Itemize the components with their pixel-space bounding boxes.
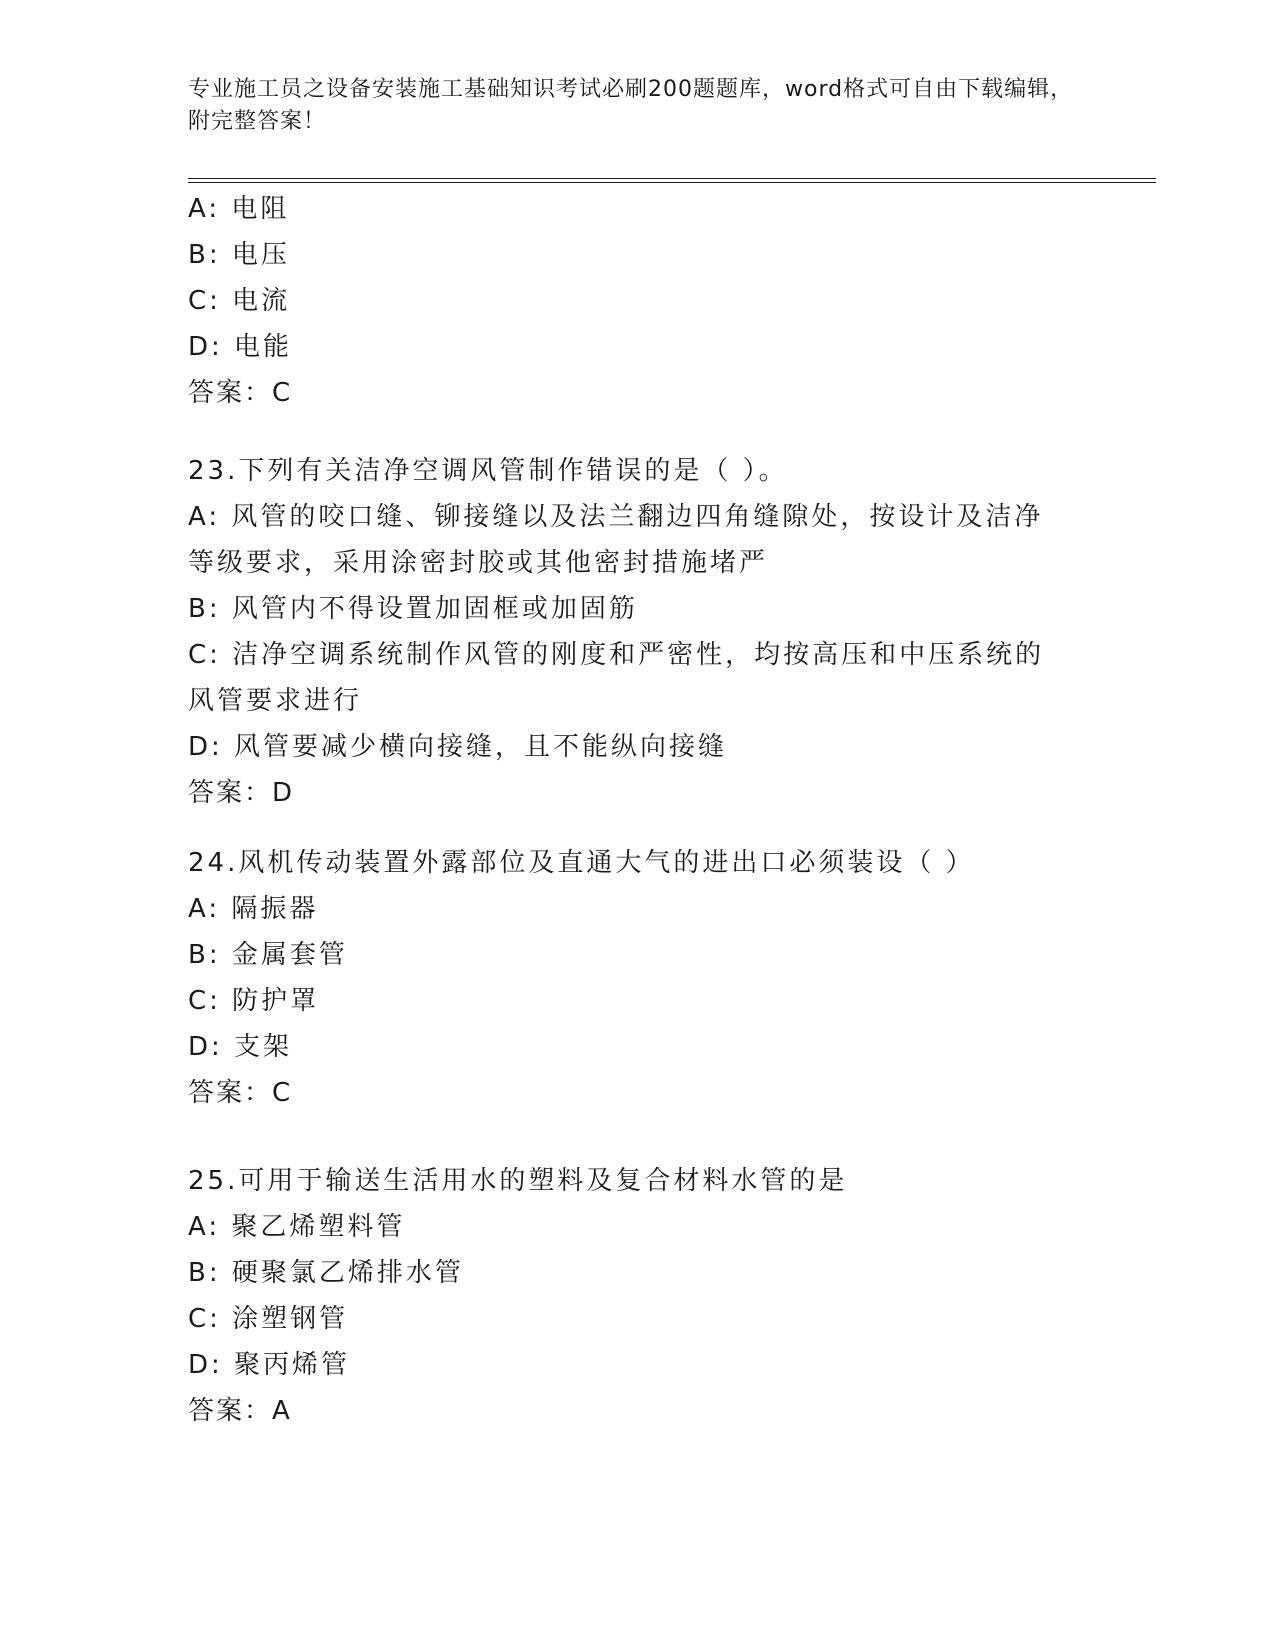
answer-line: 答案：C	[188, 1078, 293, 1108]
continued-question	[188, 186, 1088, 416]
question-25	[188, 1158, 1088, 1434]
option-a: A: 聚乙烯塑料管	[188, 1212, 406, 1242]
question-title: 25.可用于输送生活用水的塑料及复合材料水管的是	[188, 1166, 848, 1196]
option-c: C: 电流	[188, 286, 291, 316]
question-24	[188, 840, 1088, 1116]
document-header: 专业施工员之设备安装施工基础知识考试必刷200题题库，word格式可自由下载编辑，附完整答案！	[188, 77, 1074, 134]
option-a: A: 电阻	[188, 194, 290, 224]
option-d: D: 支架	[188, 1032, 293, 1062]
option-d: D: 风管要减少横向接缝，且不能纵向接缝	[188, 732, 728, 762]
option-c: C: 洁净空调系统制作风管的刚度和严密性，均按高压和中压系统的风管要求进行	[188, 640, 1045, 716]
option-b: B: 金属套管	[188, 940, 348, 970]
option-d: D: 电能	[188, 332, 293, 362]
option-b: B: 风管内不得设置加固框或加固筋	[188, 594, 638, 624]
answer-line: 答案：C	[188, 378, 293, 408]
option-d: D: 聚丙烯管	[188, 1350, 351, 1380]
option-c: C: 涂塑钢管	[188, 1304, 349, 1334]
question-title: 24.风机传动装置外露部位及直通大气的进出口必须装设（ ）	[188, 848, 975, 878]
option-c: C: 防护罩	[188, 986, 320, 1016]
option-b: B: 电压	[188, 240, 290, 270]
answer-line: 答案：D	[188, 778, 295, 808]
option-a: A: 隔振器	[188, 894, 319, 924]
header-divider-bottom	[188, 182, 1156, 183]
answer-line: 答案：A	[188, 1396, 292, 1426]
question-title: 23.下列有关洁净空调风管制作错误的是（ ）。	[188, 456, 788, 486]
question-23	[188, 448, 1088, 816]
option-a: A: 风管的咬口缝、铆接缝以及法兰翻边四角缝隙处，按设计及洁净等级要求，采用涂密封胶或其他密封措施堵严	[188, 502, 1044, 578]
option-b: B: 硬聚氯乙烯排水管	[188, 1258, 464, 1288]
header-divider-top	[188, 178, 1156, 179]
